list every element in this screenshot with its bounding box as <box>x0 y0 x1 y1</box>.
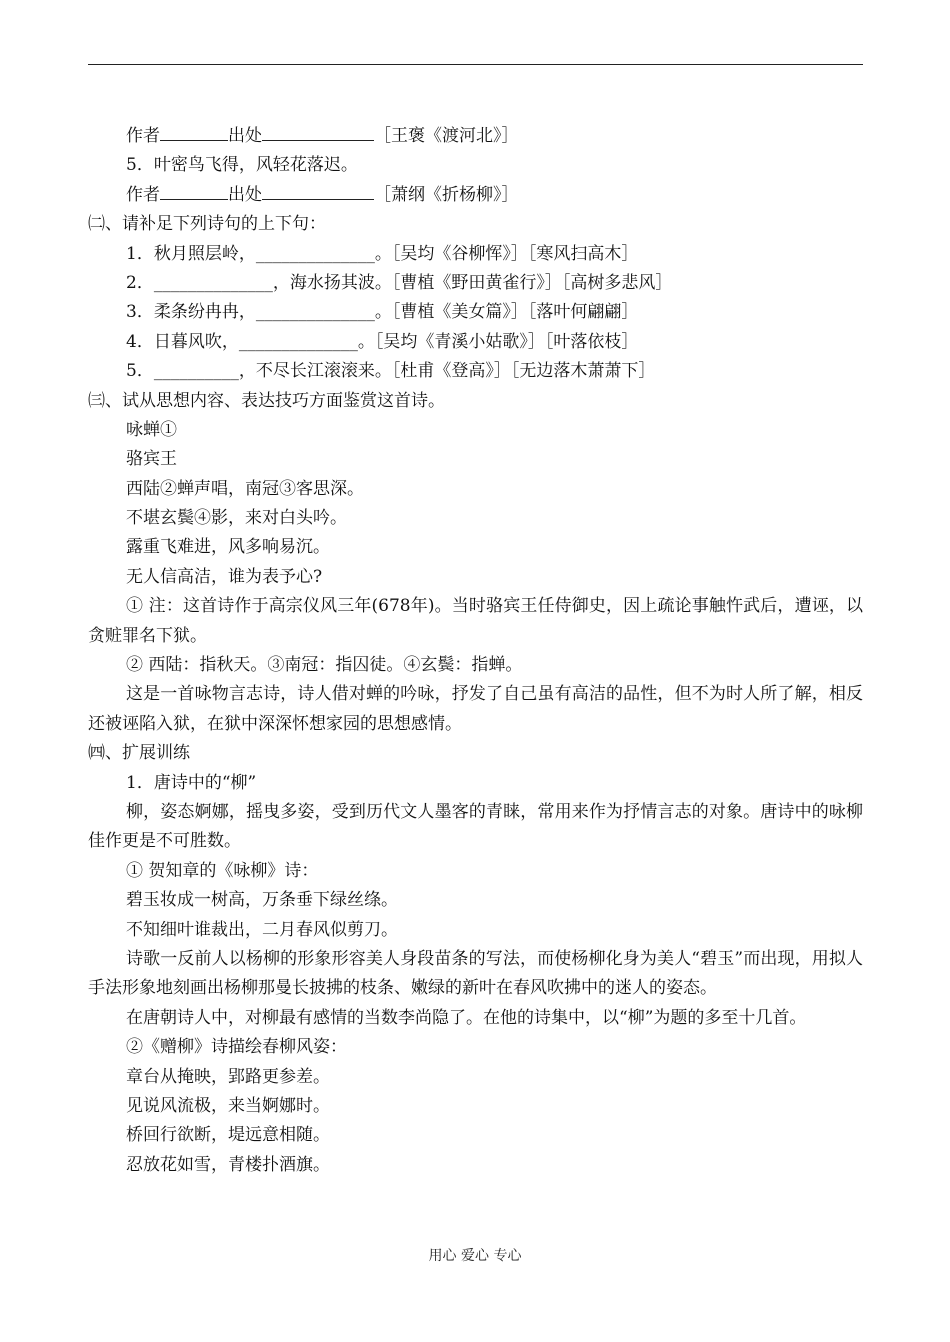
fill-item: 2．______________，海水扬其波。［曹植《野田黄雀行》］［高树多悲风］ <box>126 272 673 293</box>
poem-line: 见说风流极，来当婀娜时。 <box>126 1096 330 1117</box>
poem-line: 桥回行欲断，堤远意相随。 <box>126 1125 330 1146</box>
source-blank <box>262 182 374 200</box>
author-label: 作者 <box>126 126 160 146</box>
poem-title: 咏蝉① <box>126 419 177 440</box>
source-blank <box>262 123 374 141</box>
fill-item: 4．日暮风吹，______________。［吴均《青溪小姑歌》］［叶落依枝］ <box>126 331 639 352</box>
poem-line: 西陆②蝉声唱，南冠③客思深。 <box>126 478 364 499</box>
author-source-line <box>88 122 863 151</box>
poem-line: 无人信高洁，谁为表予心? <box>126 566 323 587</box>
poem-line: 不堪玄鬓④影，来对白头吟。 <box>126 508 347 529</box>
note-line: ② 西陆：指秋天。③南冠：指囚徒。④玄鬓：指蝉。 <box>126 655 523 676</box>
poem-line: 章台从掩映，郢路更参差。 <box>126 1066 330 1087</box>
item-label: ②《赠柳》诗描绘春柳风姿： <box>126 1037 347 1058</box>
author-source-line <box>88 181 863 210</box>
source-label: 出处 <box>228 126 262 146</box>
poem-author: 骆宾王 <box>126 449 177 470</box>
paragraph: 诗歌一反前人以杨柳的形象形容美人身段苗条的写法，而使杨柳化身为美人“碧玉”而出现，用拟人手法形象地刻画出杨柳那曼长披拂的枝条、嫩绿的新叶在春风吹拂中的迷人的姿态。 <box>88 949 863 999</box>
section-heading: ㈢、试从思想内容、表达技巧方面鉴赏这首诗。 <box>88 390 445 411</box>
page-footer: 用心 爱心 专心 <box>428 1248 522 1264</box>
fill-item: 1．秋月照层岭，______________。［吴均《谷柳恽》］［寒风扫高木］ <box>126 243 639 264</box>
answer-ref: ［王褒《渡河北》］ <box>374 126 519 146</box>
author-label: 作者 <box>126 184 160 205</box>
item-label: ① 贺知章的《咏柳》诗： <box>126 860 319 881</box>
poem-line: 露重飞难进，风多响易沉。 <box>126 537 330 558</box>
section-heading: ㈣、扩展训练 <box>88 743 190 764</box>
answer-ref: ［萧纲《折杨柳》］ <box>374 184 519 205</box>
author-blank <box>160 182 228 200</box>
paragraph: 在唐朝诗人中，对柳最有感情的当数李尚隐了。在他的诗集中，以“柳”为题的多至十几首。 <box>126 1007 807 1028</box>
analysis-paragraph: 这是一首咏物言志诗，诗人借对蝉的吟咏，抒发了自己虽有高洁的品性，但不为时人所了解，相反还被诬陷入狱，在狱中深深怀想家园的思想感情。 <box>88 684 863 734</box>
document-body <box>88 122 863 1180</box>
note-paragraph: ① 注：这首诗作于高宗仪风三年(678年)。当时骆宾王任侍御史，因上疏论事触忤武后，遭诬，以贪赃罪名下狱。 <box>88 596 863 646</box>
fill-item: 5．__________，不尽长江滚滚来。［杜甫《登高》］［无边落木萧萧下］ <box>126 361 656 382</box>
source-label: 出处 <box>228 184 262 205</box>
poem-line: 5．叶密鸟飞得，风轻花落迟。 <box>126 155 358 176</box>
section-heading: ㈡、请补足下列诗句的上下句： <box>88 214 326 235</box>
poem-line: 碧玉妆成一树高，万条垂下绿丝绦。 <box>126 890 398 911</box>
header-rule <box>88 64 863 65</box>
paragraph: 柳，姿态婀娜，摇曳多姿，受到历代文人墨客的青睐，常用来作为抒情言志的对象。唐诗中的咏柳佳作更是不可胜数。 <box>88 802 863 852</box>
fill-item: 3．柔条纷冉冉，______________。［曹植《美女篇》］［落叶何翩翩］ <box>126 302 639 323</box>
subheading: 1．唐诗中的“柳” <box>126 772 257 793</box>
poem-line: 忍放花如雪，青楼扑酒旗。 <box>126 1154 330 1175</box>
author-blank <box>160 123 228 141</box>
poem-line: 不知细叶谁裁出，二月春风似剪刀。 <box>126 919 398 940</box>
